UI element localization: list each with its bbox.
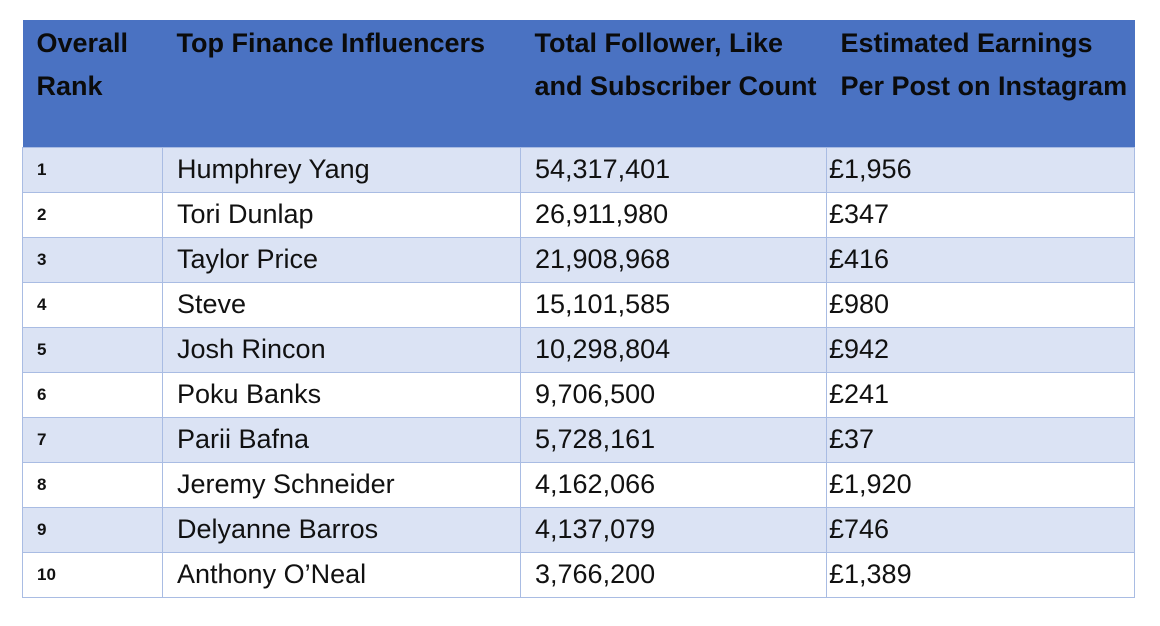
earnings-cell: £980: [827, 282, 1135, 327]
influencer-name-cell: Delyanne Barros: [163, 507, 521, 552]
follower-count-cell: 21,908,968: [521, 237, 827, 282]
table-row: [23, 237, 1135, 282]
influencer-name-cell: Humphrey Yang: [163, 147, 521, 192]
header-follower-count: [521, 20, 827, 147]
header-row: [23, 20, 1135, 147]
table-row: [23, 282, 1135, 327]
follower-count-cell: 10,298,804: [521, 327, 827, 372]
follower-count-cell: 4,137,079: [521, 507, 827, 552]
rank-cell: 3: [23, 237, 163, 282]
earnings-cell: £746: [827, 507, 1135, 552]
header-influencer-name: [163, 20, 521, 147]
finance-influencers-table-container: [22, 20, 1134, 598]
influencer-name-cell: Parii Bafna: [163, 417, 521, 462]
earnings-cell: £1,920: [827, 462, 1135, 507]
follower-count-cell: 3,766,200: [521, 552, 827, 597]
table-row: [23, 147, 1135, 192]
table-row: [23, 552, 1135, 597]
earnings-cell: £37: [827, 417, 1135, 462]
rank-cell: 2: [23, 192, 163, 237]
finance-influencers-table: [22, 20, 1135, 598]
influencer-name-cell: Josh Rincon: [163, 327, 521, 372]
header-earnings-per-post: [827, 20, 1135, 147]
influencer-name-cell: Jeremy Schneider: [163, 462, 521, 507]
table-body: [23, 147, 1135, 597]
earnings-cell: £1,389: [827, 552, 1135, 597]
rank-cell: 8: [23, 462, 163, 507]
table-row: [23, 192, 1135, 237]
earnings-cell: £241: [827, 372, 1135, 417]
influencer-name-cell: Taylor Price: [163, 237, 521, 282]
follower-count-cell: 4,162,066: [521, 462, 827, 507]
table-row: [23, 462, 1135, 507]
follower-count-cell: 54,317,401: [521, 147, 827, 192]
table-header: [23, 20, 1135, 147]
rank-cell: 6: [23, 372, 163, 417]
influencer-name-cell: Tori Dunlap: [163, 192, 521, 237]
earnings-cell: £942: [827, 327, 1135, 372]
earnings-cell: £416: [827, 237, 1135, 282]
follower-count-cell: 5,728,161: [521, 417, 827, 462]
earnings-cell: £1,956: [827, 147, 1135, 192]
follower-count-cell: 9,706,500: [521, 372, 827, 417]
header-follower-count-label: Total Follower, Like and Subscriber Count: [534, 28, 817, 101]
header-earnings-per-post-label: Estimated Earnings Per Post on Instagram: [840, 28, 1128, 101]
rank-cell: 9: [23, 507, 163, 552]
table-row: [23, 417, 1135, 462]
rank-cell: 5: [23, 327, 163, 372]
header-influencer-name-label: Top Finance Influencers: [176, 28, 486, 58]
rank-cell: 4: [23, 282, 163, 327]
follower-count-cell: 15,101,585: [521, 282, 827, 327]
rank-cell: 10: [23, 552, 163, 597]
table-row: [23, 372, 1135, 417]
influencer-name-cell: Steve: [163, 282, 521, 327]
earnings-cell: £347: [827, 192, 1135, 237]
rank-cell: 7: [23, 417, 163, 462]
table-row: [23, 327, 1135, 372]
header-overall-rank: [23, 20, 163, 147]
influencer-name-cell: Poku Banks: [163, 372, 521, 417]
follower-count-cell: 26,911,980: [521, 192, 827, 237]
header-overall-rank-label: Overall Rank: [36, 28, 129, 101]
influencer-name-cell: Anthony O’Neal: [163, 552, 521, 597]
table-row: [23, 507, 1135, 552]
rank-cell: 1: [23, 147, 163, 192]
